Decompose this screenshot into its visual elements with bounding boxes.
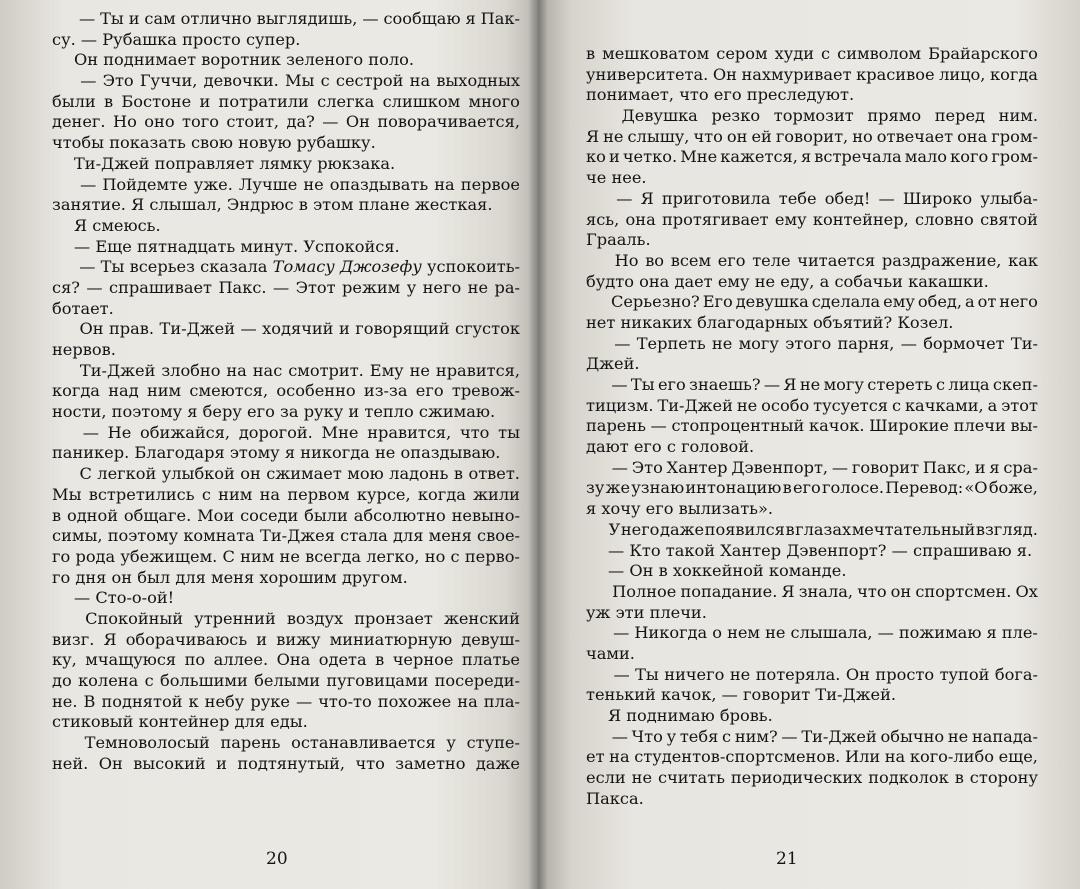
text-line: чтобы показать свою новую рубашку. [52, 133, 376, 153]
text-line: — Кто такой Хантер Дэвенпорт? — спрашиваю я. [608, 540, 1033, 560]
text-line: в одной общаге. Мои соседи были абсолютно невыно- [52, 505, 520, 525]
text-line: тенький качок, — говорит Ти-Джей. [586, 685, 897, 705]
text-line: ней. Он высокий и подтянутый, что заметно даже [52, 753, 520, 773]
text-line: — Еще пятнадцать минут. Успокойся. [74, 236, 400, 256]
text-line: Он поднимает воротник зеленого поло. [74, 50, 414, 70]
text-line: занятие. Я слышал, Эндрюс в этом плане жесткая. [52, 195, 493, 215]
text-line: уж эти плечи. [586, 602, 707, 622]
page-number-right: 21 [776, 849, 798, 869]
text-line: визг. Я оборачиваюсь и вижу миниатюрную девуш- [52, 629, 520, 649]
text-line: в мешковатом сером худи с символом Брайарского [586, 44, 1038, 63]
text-line: С легкой улыбкой он сжимает мою ладонь в ответ. [79, 464, 520, 484]
text-line: ку, мчащуюся по аллее. Она одета в черное платье [52, 650, 520, 670]
text-line: когда над ним смеются, особенно из-за его тревож- [52, 381, 520, 401]
text-line: — Он в хоккейной команде. [608, 561, 847, 581]
book-gutter [528, 0, 548, 889]
text-line: Спокойный утренний воздух пронзает женский [85, 608, 520, 628]
text-line: Девушка резко тормозит прямо перед ним. [621, 106, 1038, 126]
text-line: — Что у тебя с ним? — Ти-Джей обычно не напада- [611, 726, 1038, 746]
text-line: ет на студентов-спортсменов. Или на кого-либо еще, [586, 747, 1038, 767]
page-number-left: 20 [266, 849, 288, 869]
text-line: нервов. [52, 340, 116, 359]
text-line: до колена с большими белыми пуговицами посереди- [52, 671, 520, 690]
text-line: ся? — спрашивает Пакс. — Этот режим у него не ра- [52, 277, 520, 297]
text-line: Он прав. Ти-Джей — ходячий и говорящий сгусток [79, 319, 520, 339]
text-line: ности, поэтому я беру его за руку и тепло сжимаю. [52, 402, 496, 422]
text-line: ботает. [52, 298, 114, 318]
text-line: симы, поэтому комната Ти-Джея стала для меня свое- [52, 526, 520, 546]
text-line: Пакса. [586, 788, 644, 808]
text-line: У него даже появился в глазах мечтательный взгляд. [608, 519, 1038, 539]
text-line: не. В поднятой к небу руке — что-то похожее на пла- [52, 691, 520, 711]
text-line: — Ты и сам отлично выглядишь, — сообщаю я Пак- [78, 9, 520, 28]
text-line: — Пойдемте уже. Лучше не опаздывать на первое [80, 174, 520, 194]
text-line: Серьезно? Его девушка сделала ему обед, а от него [610, 292, 1038, 312]
text-line: Ти-Джей злобно на нас смотрит. Ему не нравится, [79, 360, 520, 380]
text-line: тицизм. Ти-Джей не особо тусуется с качками, а этот [586, 395, 1038, 415]
left-page [0, 0, 538, 889]
text-line: го дня он был для меня хорошим другом. [52, 567, 408, 587]
text-line: будто она дает ему не еду, а собачьи какашки. [586, 271, 989, 291]
text-line: парень — стопроцентный качок. Широкие плечи вы- [586, 416, 1038, 436]
text-line: Мы встретились с ним на первом курсе, когда жили [52, 484, 520, 504]
text-line: нет никаких благодарных объятий? Козел. [586, 312, 954, 332]
text-line: Я смеюсь. [74, 215, 161, 235]
text-line: — Терпеть не могу этого парня, — бормочет Ти- [614, 333, 1038, 353]
text-line: — Это Хантер Дэвенпорт, — говорит Пакс, и я сра- [611, 457, 1038, 477]
text-line: че нее. [586, 168, 647, 188]
text-line: стиковый контейнер для еды. [52, 712, 308, 732]
text-line: денег. Но оно того стоит, да? — Он поворачивается, [52, 112, 520, 132]
text-line: Я не слышу, что он ей говорит, но отвечает она гром- [586, 126, 1038, 146]
text-line: — Ты всерьез сказала Томасу Джозефу успокоить- [79, 257, 520, 277]
text-line: Темноволосый парень останавливается у ступе- [84, 733, 520, 753]
text-line: Я поднимаю бровь. [608, 706, 773, 725]
text-line: — Сто-о-ой! [74, 588, 175, 608]
text-line: — Никогда о нем не слышала, — пожимаю я пле- [613, 623, 1038, 643]
text-line: су. — Рубашка просто супер. [52, 29, 301, 49]
text-line: — Ты его знаешь? — Я не могу стереть с лица скеп- [611, 375, 1038, 394]
text-line: ко и четко. Мне кажется, я встречала мало кого гром- [586, 147, 1038, 167]
text-line: — Не обижайся, дорогой. Мне нравится, что ты [82, 422, 520, 442]
text-line: ясь, она протягивает ему контейнер, словно святой [586, 209, 1038, 229]
text-line: Полное попадание. Я знала, что он спортсмен. Ох [612, 581, 1038, 601]
text-line: — Это Гуччи, девочки. Мы с сестрой на выходных [80, 71, 520, 91]
text-line: дают его с головой. [586, 437, 755, 457]
text-line: университета. Он нахмуривает красивое лицо, когда [586, 64, 1038, 84]
right-page-text [586, 44, 1038, 809]
text-line: я хочу его вылизать». [586, 499, 774, 519]
text-line: понимает, что его преследуют. [586, 85, 855, 105]
text-line: — Ты ничего не потеряла. Он просто тупой бога- [613, 664, 1038, 684]
text-line: Ти-Джей поправляет лямку рюкзака. [74, 153, 396, 173]
right-page [538, 0, 1080, 889]
left-page-text [52, 9, 520, 774]
text-line: го рода убежищем. С ним не всегда легко, но с перво- [52, 546, 520, 566]
text-line: паникер. Благодаря этому я никогда не опаздываю. [52, 443, 501, 463]
text-line: чами. [586, 643, 635, 663]
text-line: Грааль. [586, 230, 651, 250]
text-line: Но во всем его теле читается раздражение, как [614, 250, 1038, 270]
text-line: — Я приготовила тебе обед! — Широко улыба- [616, 188, 1038, 208]
text-line: Джей. [586, 354, 640, 374]
text-line: зу же узнаю интонацию в его голосе. Перевод: «О боже, [586, 478, 1038, 498]
text-line: если не считать периодических подколок в сторону [586, 768, 1038, 788]
text-line: были в Бостоне и потратили слегка слишком много [52, 91, 520, 111]
